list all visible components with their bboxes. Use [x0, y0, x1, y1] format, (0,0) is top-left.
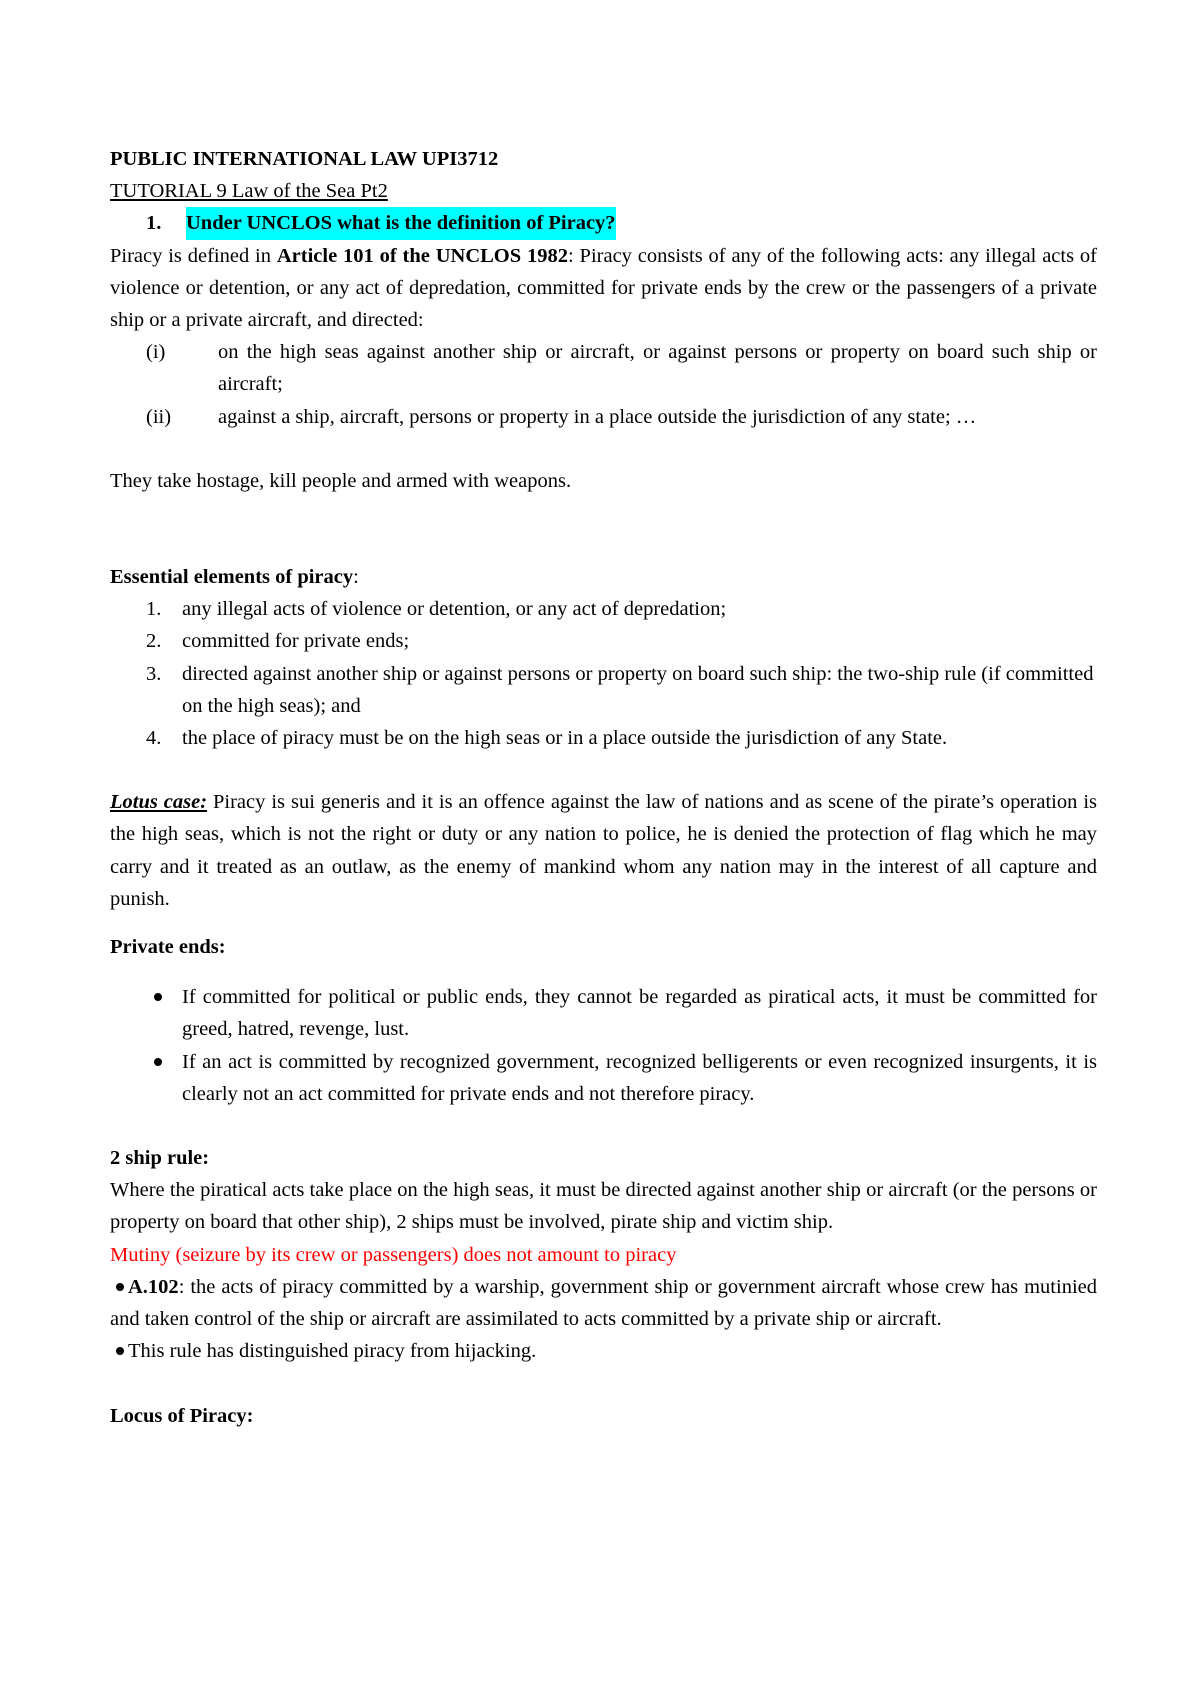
- two-ship-heading: 2 ship rule:: [110, 1147, 210, 1170]
- element-text: the place of piracy must be on the high seas or in a place outside the jurisdiction of any State.: [182, 727, 948, 750]
- bullet-icon: [116, 1347, 124, 1355]
- item-label: (ii): [146, 405, 172, 428]
- element-number: 1.: [146, 598, 162, 621]
- element-item: [110, 593, 1097, 625]
- bullet-icon: [116, 1283, 124, 1291]
- elements-heading-text: Essential elements of piracy: [110, 566, 354, 589]
- definition-item: [110, 401, 1097, 433]
- element-text: committed for private ends;: [182, 630, 410, 653]
- question-1: [110, 207, 1097, 239]
- definition-paragraph: [110, 240, 1097, 337]
- elements-heading-colon: :: [353, 566, 359, 589]
- element-number: 2.: [146, 630, 162, 653]
- article-101-ref: Article 101 of the UNCLOS 1982: [276, 244, 568, 267]
- definition-item: [110, 336, 1097, 400]
- spacer: [110, 915, 1097, 931]
- bullet-text: If committed for political or public ends, they cannot be regarded as piratical acts, it must be committed for greed, hatred, revenge, lust.: [182, 986, 1097, 1041]
- lotus-case-text: Piracy is sui generis and it is an offence against the law of nations and as scene of the pirate’s operation is the high seas, which is not the right or duty or any nation to police, he is denied the protection of flag which he may carry and it treated as an outlaw, as the enemy of mankind whom any nation may in the interest of all capture and punish.: [110, 791, 1097, 910]
- definition-note: They take hostage, kill people and armed with weapons.: [110, 469, 572, 492]
- spacer: [110, 529, 1097, 561]
- a102-label: A.102: [128, 1275, 179, 1298]
- bullet-icon: [110, 1046, 182, 1110]
- tutorial-title: TUTORIAL 9 Law of the Sea Pt2: [110, 180, 388, 203]
- spacer: [110, 433, 1097, 465]
- mutiny-note: Mutiny (seizure by its crew or passengers) does not amount to piracy: [110, 1243, 677, 1266]
- private-ends-heading: Private ends:: [110, 936, 226, 959]
- definition-intro: Piracy is defined in: [110, 244, 277, 267]
- distinguish-text: This rule has distinguished piracy from hijacking.: [128, 1340, 537, 1363]
- item-text: against a ship, aircraft, persons or property in a place outside the jurisdiction of any state; …: [218, 405, 977, 428]
- a102-paragraph: [110, 1271, 1097, 1335]
- element-item: [110, 625, 1097, 657]
- spacer: [110, 1110, 1097, 1142]
- private-ends-item: [110, 1046, 1097, 1110]
- element-text: directed against another ship or against persons or property on board such ship: the two-ship rule (if committed on the high seas); and: [182, 662, 1094, 717]
- question-text: Under UNCLOS what is the definition of Piracy?: [186, 207, 616, 239]
- element-text: any illegal acts of violence or detention, or any act of depredation;: [182, 598, 727, 621]
- item-text: on the high seas against another ship or aircraft, or against persons or property on board such ship or aircraft;: [218, 341, 1097, 396]
- two-ship-text: Where the piratical acts take place on the high seas, it must be directed against another ship or aircraft (or the persons or property on board that other ship), 2 ships must be involved, pirate ship and victim ship.: [110, 1179, 1097, 1234]
- private-ends-item: [110, 981, 1097, 1045]
- element-item: [110, 722, 1097, 754]
- locus-heading: Locus of Piracy:: [110, 1404, 254, 1427]
- element-item: [110, 658, 1097, 722]
- course-title: PUBLIC INTERNATIONAL LAW UPI3712: [110, 148, 499, 170]
- element-number: 3.: [146, 662, 162, 685]
- element-number: 4.: [146, 727, 162, 750]
- spacer: [110, 497, 1097, 529]
- spacer: [110, 963, 1097, 981]
- elements-heading: [110, 561, 1097, 593]
- definition-body: : Piracy consists of any of the following acts: any illegal acts of violence or detention, or any act of depredation, committed for private ends by the crew or the passengers of a private ship or a private aircraft, and directed:: [110, 244, 1097, 332]
- bullet-text: If an act is committed by recognized government, recognized belligerents or even recognized insurgents, it is clearly not an act committed for private ends and not therefore piracy.: [182, 1050, 1097, 1105]
- question-number: 1.: [146, 212, 162, 235]
- distinguish-paragraph: [110, 1335, 1097, 1367]
- spacer: [110, 754, 1097, 786]
- a102-text: : the acts of piracy committed by a warship, government ship or government aircraft whose crew has mutinied and taken control of the ship or aircraft are assimilated to acts committed by a private ship or aircraft.: [110, 1275, 1097, 1331]
- spacer: [110, 1368, 1097, 1400]
- item-label: (i): [146, 341, 166, 364]
- lotus-case-label: Lotus case:: [110, 791, 208, 814]
- bullet-icon: [110, 981, 182, 1045]
- lotus-case-paragraph: [110, 786, 1097, 915]
